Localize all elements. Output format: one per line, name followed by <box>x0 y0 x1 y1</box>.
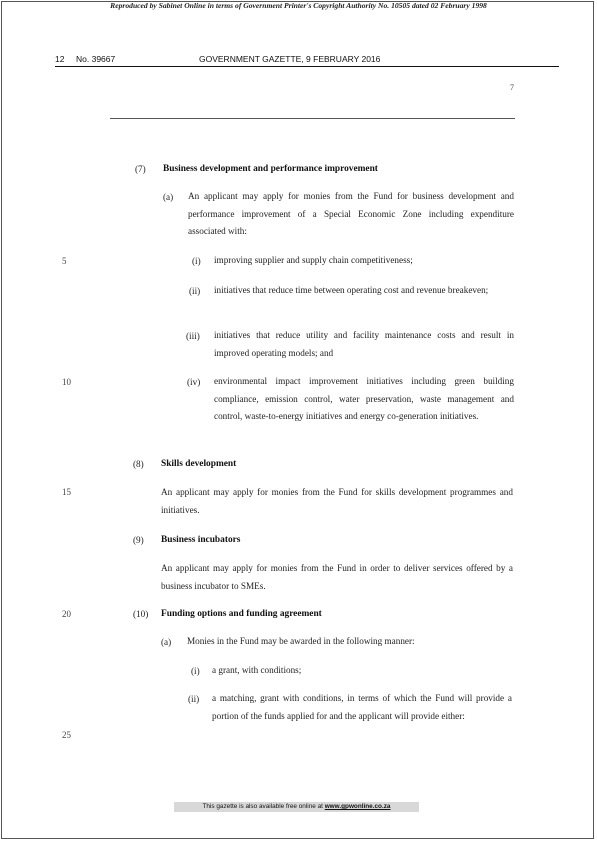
item-label: (i) <box>191 666 200 676</box>
item-text: initiatives that reduce time between operating cost and revenue breakeven; <box>214 285 489 295</box>
item-text: environmental impact improvement initiatives including green building compliance, emission control, water preservation, waste management and control, waste-to-energy initiatives and energy co-generation initiatives. <box>214 376 514 421</box>
section-text: An applicant may apply for monies from the Fund in order to deliver services offered by a business incubator to SMEs. <box>161 563 513 591</box>
section-number: (9) <box>133 535 144 545</box>
section-heading: Funding options and funding agreement <box>161 609 322 619</box>
item-label: (iv) <box>187 377 201 387</box>
clause-label: (a) <box>161 637 172 647</box>
line-number: 10 <box>62 377 71 387</box>
section-heading: Skills development <box>161 459 237 469</box>
item-text: improving supplier and supply chain competitiveness; <box>214 255 413 265</box>
section-number: (7) <box>135 164 146 174</box>
reproduction-notice: Reproduced by Sabinet Online in terms of Government Printer's Copyright Authority No. 10505 dated 02 February 1998 <box>110 1 487 10</box>
line-number: 20 <box>62 609 71 619</box>
clause-label: (a) <box>163 192 174 202</box>
section-number: (8) <box>133 459 144 469</box>
line-number: 5 <box>62 256 67 266</box>
section-heading: Business development and performance improvement <box>163 164 378 174</box>
item-text: a grant, with conditions; <box>212 665 302 675</box>
footer-text: This gazette is also available free online at <box>202 803 325 810</box>
line-number: 15 <box>62 487 71 497</box>
footer-website-link[interactable]: www.gpwonline.co.za <box>324 803 391 810</box>
header-divider <box>55 66 559 67</box>
section-number: (10) <box>133 609 149 619</box>
item-label: (iii) <box>186 331 200 341</box>
clause-text: An applicant may apply for monies from the Fund for business development and performance improvement of a Special Economic Zone including expenditure associated with: <box>188 191 514 236</box>
gazette-footer <box>174 802 419 812</box>
section-heading: Business incubators <box>161 535 241 545</box>
item-text: initiatives that reduce utility and facility maintenance costs and result in improved operating models; and <box>214 330 514 358</box>
item-label: (ii) <box>188 694 200 704</box>
clause-text: Monies in the Fund may be awarded in the following manner: <box>187 636 415 646</box>
item-label: (ii) <box>189 286 201 296</box>
gazette-issue-number: No. 39667 <box>76 54 116 64</box>
item-text: a matching, grant with conditions, in terms of which the Fund will provide a portion of the funds applied for and the applicant will provide either: <box>212 693 512 721</box>
section-text: An applicant may apply for monies from the Fund for skills development programmes and initiatives. <box>161 487 513 515</box>
line-number: 25 <box>62 730 71 740</box>
gazette-title: GOVERNMENT GAZETTE, 9 FEBRUARY 2016 <box>199 54 381 64</box>
item-label: (i) <box>192 256 201 266</box>
content-divider <box>110 118 515 119</box>
document-page-number: 7 <box>510 83 514 92</box>
gazette-page-number: 12 <box>55 54 65 64</box>
